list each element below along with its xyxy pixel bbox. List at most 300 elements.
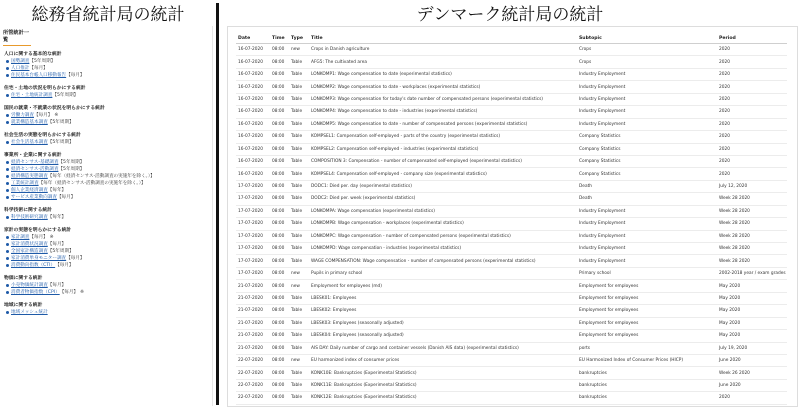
statistic-item[interactable] [6,234,212,241]
table-cell: Table [289,317,309,329]
table-cell: 08:00 [270,93,289,105]
statistic-link[interactable]: 家計調査 [11,235,30,240]
left-panel-title: 総務省統計局の統計 [31,5,185,25]
table-cell: 16-07-2020 [236,68,270,80]
category-title: 物価に関する統計 [4,276,43,281]
table-cell: Table [289,367,309,379]
statistics-denmark-panel [227,26,798,407]
table-cell: 16-07-2020 [236,155,270,167]
table-cell: 08:00 [270,392,289,404]
frequency-label: 【毎年】 [47,188,67,193]
table-row[interactable] [236,280,787,292]
statistic-link[interactable]: 経済センサス-基礎調査 [11,160,59,165]
statistic-link[interactable]: 全国家計構造調査 [11,249,48,254]
table-cell: Week 28 2020 [717,243,787,255]
table-cell: KOMPSEL2: Compensation self-employed - industries (experimental statistics) [309,143,577,155]
bullet-icon [6,94,9,97]
table-cell: 2020 [717,93,787,105]
table-cell: Industry Employment [577,255,717,267]
statistic-item[interactable] [6,241,212,248]
bullet-icon [6,175,9,178]
table-row[interactable] [236,180,787,192]
table-cell: Table [289,81,309,93]
statistic-link[interactable]: 経済センサス-活動調査 [11,167,59,172]
table-cell: LBESK01: Employees [309,292,577,304]
table-cell: 21-07-2020 [236,317,270,329]
table-row[interactable] [236,168,787,180]
note-mark: ※ [54,113,59,118]
table-cell: AIS DAY: Daily number of cargo and container vessels (Danish AIS data) (experimental statistics) [309,342,577,354]
column-header: Subtopic [577,33,717,44]
table-cell: LBESK04: Employees (seasonally adjusted) [309,330,577,342]
table-row[interactable] [236,155,787,167]
table-body [236,44,787,405]
category-section [4,152,212,201]
table-row[interactable] [236,392,787,404]
statistic-item[interactable] [6,65,212,72]
table-cell: new [289,267,309,279]
table-cell: 2020 [717,143,787,155]
table-row[interactable] [236,205,787,217]
frequency-label: 【毎月】 [66,73,85,78]
table-cell: Table [289,118,309,130]
frequency-label: 【5年周期】 [58,167,85,172]
table-cell: Industry Employment [577,218,717,230]
table-cell: EU Harmonized Index of Consumer Prices (HICP) [577,354,717,366]
table-row[interactable] [236,243,787,255]
table-cell: 08:00 [270,267,289,279]
table-cell: 17-07-2020 [236,255,270,267]
statistic-item[interactable] [6,248,212,255]
table-cell: 08:00 [270,292,289,304]
table-cell: 08:00 [270,193,289,205]
frequency-label: 【毎月】 [56,195,76,200]
statistic-link[interactable]: 小売物価統計調査 [11,283,48,288]
table-cell: Industry Employment [577,230,717,242]
table-cell: new [289,44,309,56]
bullet-icon [6,264,9,267]
table-cell: Pupils in primary school [309,267,577,279]
table-cell: Week 28 2020 [717,255,787,267]
frequency-label: 【毎月】 [33,113,53,118]
table-cell: Table [289,243,309,255]
statistic-item[interactable] [6,262,212,269]
table-cell: LONKOMP3: Wage compensation for today's date number of compensated persons (experimental statistics) [309,93,577,105]
table-cell: 17-07-2020 [236,193,270,205]
table-cell: Employment for employees [577,305,717,317]
table-cell: 08:00 [270,255,289,267]
table-row[interactable] [236,131,787,143]
table-cell: June 2020 [717,354,787,366]
table-cell: Crops in Danish agriculture [309,44,577,56]
table-cell: Table [289,68,309,80]
statistic-link[interactable]: 住民基本台帳人口移動報告 [11,73,67,78]
statistic-item[interactable] [6,187,212,194]
table-cell: 08:00 [270,305,289,317]
table-row[interactable] [236,143,787,155]
statistic-item[interactable] [6,92,212,99]
table-row[interactable] [236,354,787,366]
table-cell: Industry Employment [577,81,717,93]
table-cell: Week 28 2020 [717,218,787,230]
table-cell: 08:00 [270,143,289,155]
table-cell: 16-07-2020 [236,131,270,143]
statistic-link[interactable]: 社会生活基本調査 [11,140,48,145]
table-cell: 17-07-2020 [236,180,270,192]
frequency-label: 【5年周期】 [58,160,85,165]
table-cell: 08:00 [270,56,289,68]
statistic-item[interactable] [6,72,212,79]
table-cell: 16-07-2020 [236,168,270,180]
category-title: 科学技術に関する統計 [4,208,52,213]
table-cell: Industry Employment [577,205,717,217]
bullet-icon [6,114,9,117]
category-title: 地域に関する統計 [4,303,43,308]
table-cell: 2020 [717,392,787,404]
statistic-item[interactable] [6,119,212,126]
release-table [236,33,787,405]
table-cell: new [289,354,309,366]
table-cell: June 2020 [717,379,787,391]
table-row[interactable] [236,255,787,267]
table-cell: Table [289,180,309,192]
table-row[interactable] [236,367,787,379]
bullet-icon [6,250,9,253]
statistic-link[interactable]: 人口推計 [11,66,30,71]
table-cell: 2020 [717,131,787,143]
table-cell: Table [289,131,309,143]
statistic-item[interactable] [6,139,212,146]
table-cell: ports [577,342,717,354]
panel-divider [216,3,219,405]
table-cell: Company Statistics [577,143,717,155]
table-cell: Week 26 2020 [717,367,787,379]
table-cell: Week 28 2020 [717,230,787,242]
column-header: Type [289,33,309,44]
table-row[interactable] [236,68,787,80]
table-cell: Company Statistics [577,155,717,167]
table-cell: bankruptcies [577,367,717,379]
bullet-icon [6,74,9,77]
statistic-link[interactable]: 家計消費単身モニター調査 [11,256,67,261]
table-cell: 16-07-2020 [236,93,270,105]
table-cell: COMPOSITION 3: Compensation - number of compensated self-employed (experimental statistics) [309,155,577,167]
statistic-item[interactable] [6,194,212,201]
table-cell: Employment for employees [577,317,717,329]
table-cell: KONK12E: Bankruptcies (Experimental Statistics) [309,392,577,404]
table-cell: DODC1: Died per. day (experimental statistics) [309,180,577,192]
statistic-item[interactable] [6,180,212,187]
table-cell: 08:00 [270,379,289,391]
table-row[interactable] [236,230,787,242]
table-cell: Table [289,379,309,391]
table-cell: 08:00 [270,155,289,167]
table-cell: 08:00 [270,280,289,292]
table-cell: Table [289,305,309,317]
table-cell: 2020 [717,155,787,167]
table-cell: 16-07-2020 [236,56,270,68]
statistic-item[interactable] [6,282,212,289]
table-cell: Table [289,342,309,354]
table-cell: 08:00 [270,106,289,118]
table-cell: Employment for employees [577,280,717,292]
table-cell: Table [289,106,309,118]
statistic-link[interactable]: 工業統計調査 [11,181,39,186]
bullet-icon [6,284,9,287]
table-cell: May 2020 [717,280,787,292]
table-cell: bankruptcies [577,392,717,404]
frequency-label: 【毎年（経済センサス-活動調査の実施年を除く。）】 [38,181,146,186]
table-cell: Company Statistics [577,168,717,180]
table-cell: KOMPSEL4: Compensation self-employed - company size (experimental statistics) [309,168,577,180]
bullet-icon [6,196,9,199]
table-cell: 08:00 [270,243,289,255]
bullet-icon [6,291,9,294]
table-cell: LONKOMPD: Wage compensation - industries (experimental statistics) [309,243,577,255]
bullet-icon [6,60,9,63]
frequency-label: 【毎年（経済センサス-活動調査の実施年を除く。）】 [47,174,155,179]
frequency-label: 【5年周期】 [52,93,79,98]
table-cell: 17-07-2020 [236,230,270,242]
table-cell: 08:00 [270,180,289,192]
frequency-label: 【毎年】 [47,215,67,220]
table-cell: Table [289,143,309,155]
table-cell: Employment for employees (md) [309,280,577,292]
statistic-link[interactable]: 就業構造基本調査 [11,120,48,125]
table-row[interactable] [236,93,787,105]
category-section [4,207,212,221]
table-cell: 08:00 [270,367,289,379]
table-cell: 17-07-2020 [236,267,270,279]
table-cell: Industry Employment [577,106,717,118]
table-cell: KONK11E: Bankruptcies (Experimental Statistics) [309,379,577,391]
table-cell: LONKOMP1: Wage compensation to date (experimental statistics) [309,68,577,80]
category-title: 社会生活の実態を明らかにする統計 [4,133,81,138]
table-cell: 22-07-2020 [236,354,270,366]
table-row[interactable] [236,379,787,391]
table-row[interactable] [236,218,787,230]
statistic-link[interactable]: 地域メッシュ統計 [11,310,48,315]
table-row[interactable] [236,317,787,329]
table-cell: 17-07-2020 [236,205,270,217]
frequency-label: 【5年周期】 [29,59,56,64]
table-cell: 08:00 [270,330,289,342]
table-row[interactable] [236,292,787,304]
frequency-label: 【毎月】 [29,235,48,240]
table-cell: Crops [577,44,717,56]
table-cell: LONKOMP4: Wage compensation to date - industries (experimental statistics) [309,106,577,118]
statistic-link[interactable]: 科学技術研究調査 [11,215,48,220]
bullet-icon [6,189,9,192]
category-title: 人口に関する基本的な統計 [4,52,62,57]
column-header: Time [270,33,289,44]
table-cell: 22-07-2020 [236,392,270,404]
statistic-item[interactable] [6,289,212,296]
table-cell: 08:00 [270,168,289,180]
table-cell: Primary school [577,267,717,279]
statistic-link[interactable]: 住宅・土地統計調査 [11,93,53,98]
bullet-icon [6,168,9,171]
bullet-icon [6,311,9,314]
table-cell: May 2020 [717,305,787,317]
table-cell: 08:00 [270,230,289,242]
statistic-link[interactable]: 消費動向指数（CTI） [11,263,56,268]
table-cell: 21-07-2020 [236,280,270,292]
statistic-link[interactable]: 個人企業経済調査 [11,188,48,193]
table-cell: Industry Employment [577,118,717,130]
table-cell: 08:00 [270,342,289,354]
category-title: 住宅・土地の状況を明らかにする統計 [4,86,86,91]
table-cell: Week 28 2020 [717,205,787,217]
table-cell: LONKOMP5: Wage compensation to date - number of compensated persons (experimental statistics) [309,118,577,130]
bullet-icon [6,257,9,260]
category-title: 国民の就業・不就業の状況を明らかにする統計 [4,106,105,111]
statistic-link[interactable]: 消費者物価指数（CPI） [11,290,60,295]
statistic-item[interactable] [6,159,212,166]
table-cell: LBESK03: Employees (seasonally adjusted) [309,317,577,329]
bullet-icon [6,141,9,144]
table-cell: 2020 [717,118,787,130]
frequency-label: 【毎月】 [59,290,79,295]
table-cell: Table [289,230,309,242]
table-cell: 16-07-2020 [236,143,270,155]
table-row[interactable] [236,305,787,317]
table-row[interactable] [236,330,787,342]
category-section [4,275,212,296]
category-list [2,51,212,316]
table-cell: Table [289,292,309,304]
table-cell: Table [289,193,309,205]
statistic-item[interactable] [6,112,212,119]
bullet-icon [6,161,9,164]
statistic-item[interactable] [6,173,212,180]
statistic-item[interactable] [6,214,212,221]
table-cell: Table [289,93,309,105]
category-title: 事業所・企業に関する統計 [4,153,62,158]
table-cell: 2020 [717,106,787,118]
statistic-item[interactable] [6,255,212,262]
note-mark: ※ [80,290,84,295]
category-section [4,51,212,79]
table-cell: 16-07-2020 [236,81,270,93]
table-cell: Table [289,218,309,230]
column-header: Date [236,33,270,44]
category-section [4,132,212,146]
table-cell: 2020 [717,168,787,180]
table-cell: Table [289,155,309,167]
frequency-label: 【毎月】 [29,66,48,71]
table-cell: Industry Employment [577,68,717,80]
table-cell: 16-07-2020 [236,44,270,56]
table-cell: KONK10E: Bankruptcies (Experimental Statistics) [309,367,577,379]
column-header: Title [309,33,577,44]
table-cell: 08:00 [270,68,289,80]
statistic-link[interactable]: 国勢調査 [11,59,30,64]
table-cell: 21-07-2020 [236,305,270,317]
table-cell: 08:00 [270,131,289,143]
table-cell: LONKOMPA: Wage compensation (experimental statistics) [309,205,577,217]
frequency-label: 【5年周期】 [47,140,74,145]
statistic-item[interactable] [6,166,212,173]
category-section [4,85,212,99]
table-cell: Table [289,56,309,68]
table-cell: 2020 [717,81,787,93]
bullet-icon [6,243,9,246]
table-row[interactable] [236,342,787,354]
table-row[interactable] [236,118,787,130]
category-section [4,302,212,316]
table-cell: LONKOMP2: Wage compensation to date - workplaces (experimental statistics) [309,81,577,93]
frequency-label: 【5年周期】 [47,120,74,125]
category-title: 家計の実態を明らかにする統計 [4,228,72,233]
table-cell: July 19, 2020 [717,342,787,354]
table-cell: 17-07-2020 [236,218,270,230]
table-cell: 2020 [717,44,787,56]
frequency-label: 【5年周期】 [47,249,74,254]
table-cell: Table [289,205,309,217]
table-cell: May 2020 [717,292,787,304]
table-cell: Death [577,193,717,205]
table-cell: 08:00 [270,205,289,217]
table-row[interactable] [236,267,787,279]
table-cell: 21-07-2020 [236,330,270,342]
table-cell: Death [577,180,717,192]
table-cell: May 2020 [717,330,787,342]
table-row[interactable] [236,44,787,56]
table-row[interactable] [236,56,787,68]
frequency-label: 【毎月】 [47,283,67,288]
table-cell: 2020 [717,56,787,68]
table-cell: May 2020 [717,317,787,329]
table-cell: 08:00 [270,118,289,130]
statistic-link[interactable]: 労働力調査 [11,113,34,118]
table-cell: 08:00 [270,218,289,230]
bullet-icon [6,182,9,185]
table-cell: 16-07-2020 [236,118,270,130]
statistic-item[interactable] [6,309,212,316]
frequency-label: 【毎月】 [66,256,85,261]
table-row[interactable] [236,193,787,205]
bullet-icon [6,216,9,219]
table-cell: Industry Employment [577,243,717,255]
table-cell: 17-07-2020 [236,243,270,255]
table-row[interactable] [236,81,787,93]
frequency-label: 【毎月】 [47,242,67,247]
right-panel-title: デンマーク統計局の統計 [416,5,604,25]
table-cell: KOMPSEL1: Compensation self-employed - parts of the country (experimental statistics) [309,131,577,143]
statistic-link[interactable]: サービス産業動向調査 [11,195,57,200]
table-cell: Table [289,168,309,180]
table-cell: 08:00 [270,354,289,366]
statistic-link[interactable]: 経済構造実態調査 [11,174,48,179]
table-cell: LONKOMPB: Wage compensation - workplaces (experimental statistics) [309,218,577,230]
table-cell: Employment for employees [577,292,717,304]
table-row[interactable] [236,106,787,118]
table-cell: Employment for employees [577,330,717,342]
bullet-icon [6,67,9,70]
table-cell: new [289,280,309,292]
statistic-item[interactable] [6,58,212,65]
table-cell: 21-07-2020 [236,292,270,304]
table-cell: 22-07-2020 [236,367,270,379]
table-cell: 16-07-2020 [236,106,270,118]
table-cell: 21-07-2020 [236,342,270,354]
table-cell: EU harmonized index of consumer prices [309,354,577,366]
table-cell: AFG5: The cultivated area [309,56,577,68]
statistic-link[interactable]: 家計消費状況調査 [11,242,48,247]
table-cell: WAGE COMPENSATION: Wage compensation - number of compensated persons (experimental statistics) [309,255,577,267]
table-cell: LBESK02: Employees [309,305,577,317]
